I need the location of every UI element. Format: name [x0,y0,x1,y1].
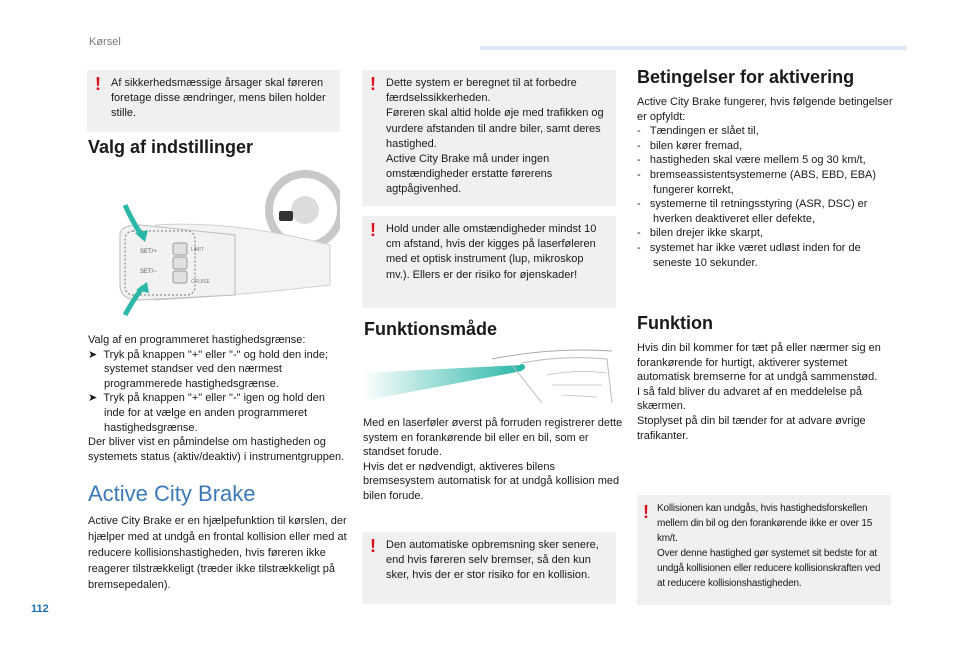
list-item: - systemet har ikke været udløst inden for de seneste 10 sekunder. [637,241,861,269]
list-item: - bilen drejer ikke skarpt, [637,227,763,240]
warning-line: Active City Brake må under ingen omstændigheder erstatte førerens agtpågivenhed. [386,153,553,196]
windscreen-outline [512,358,612,403]
header-rule [480,46,907,50]
steering-wheel-hub [291,196,319,224]
label-limit: LIMIT [191,247,204,253]
warning-box-braking [362,532,616,604]
heading-active-city-brake: Active City Brake [88,481,256,506]
function-line: Stoplyset på din bil tænder for at advare øvrige trafikanter. [637,414,866,442]
warning-icon: ! [370,536,376,556]
warning-text: Af sikkerhedsmæssige årsager skal føreren foretage disse ændringer, mens bilen holder stille. [111,77,326,120]
conditions-text [637,95,899,270]
warning-line: Over denne hastighed gør systemet sit bedste for at undgå kollisionen eller reducere kollisionskraften ved at reducere kollisionshastigheden. [657,548,881,589]
car-interior-outline [547,371,607,397]
settings-outro: Der bliver vist en påmindelse om hastigheden og systemets status (aktiv/deaktiv) i instrumentgruppen. [88,436,345,463]
page-number: 112 [31,603,49,615]
warning-box-laser [362,216,616,308]
warning-box-traffic [362,70,616,206]
windscreen-sensor-figure [362,345,617,407]
bullet-icon: ➤ [88,348,104,361]
warning-line: Føreren skal altid holde øje med trafikken og vurdere afstanden til andre biler, samt deres hastighed. [386,107,604,150]
stalk-button-plus [173,243,187,255]
stalk-button-minus [173,257,187,269]
laser-sensor-icon [519,364,525,370]
settings-list [88,348,348,436]
warning-text: Hold under alle omstændigheder mindst 10 cm afstand, hvis der kigges på laserføleren med et optisk instrument (lup, mikroskop mv.). Ellers er der risiko for øjenskader! [386,223,597,281]
list-item: - bilen kører fremad, [637,139,743,152]
settings-intro: Valg af en programmeret hastighedsgrænse: [88,334,306,346]
function-line: Hvis din bil kommer for tæt på eller nærmer sig en forankørende for hurtigt, aktiverer systemet automatisk bremserne for at undgå sammenstød. [637,342,881,384]
warning-icon: ! [95,74,101,94]
list-item: ➤ Tryk på knappen "+" eller "-" og hold den inde; systemet standser ved den nærmest programmerede hastighedsgrænse. [88,348,328,390]
label-set-minus: SET/− [140,269,157,275]
laser-beam [362,365,522,401]
warning-line: Kollisionen kan undgås, hvis hastighedsforskellen mellem din bil og den forankørende ikke er over 15 km/t. [657,503,873,544]
list-item: - bremseassistentsystemerne (ABS, EBD, EBA) fungerer korrekt, [637,168,877,196]
list-item: - Tændingen er slået til, [637,125,759,138]
warning-box-speed-difference [637,495,891,605]
warning-icon: ! [643,502,649,522]
stalk-light-icon [279,211,293,221]
label-set-plus: SET/+ [140,249,157,255]
label-cruise: CRUISE [191,279,210,285]
list-item: ➤ Tryk på knappen "+" eller "-" igen og hold den inde for at vælge en anden programmeret hastighedsgrænse. [88,392,325,434]
warning-text: Den automatiske opbremsning sker senere, end hvis føreren selv bremser, så den kun sker, hvis der er stor risiko for en kollision. [386,539,599,582]
mode-text [363,416,623,504]
warning-box-safety [87,70,340,132]
list-item: - hastigheden skal være mellem 5 og 30 km/t, [637,154,866,167]
warning-line: Dette system er beregnet til at forbedre færdselssikkerheden. [386,77,577,105]
heading-function: Funktion [637,313,713,333]
conditions-intro: Active City Brake fungerer, hvis følgende betingelser er opfyldt: [637,96,893,123]
function-line: I så fald bliver du advaret af en meddelelse på skærmen. [637,385,863,413]
heading-activation-conditions: Betingelser for aktivering [637,67,855,87]
warning-icon: ! [370,220,376,240]
list-item: - systemerne til retningsstyring (ASR, DSC) er hverken deaktiveret eller defekte, [637,198,868,225]
function-text [637,341,899,443]
bullet-icon: ➤ [88,392,104,405]
stalk-button-mode [173,271,187,283]
warning-icon: ! [370,74,376,94]
mode-line: Hvis det er nødvendigt, aktiveres bilens bremsesystem automatisk for at undgå kollision med bilen forude. [363,460,620,502]
heading-settings: Valg af indstillinger [88,137,254,157]
heading-function-mode: Funktionsmåde [364,319,498,339]
settings-text [88,333,348,464]
mode-line: Med en laserføler øverst på forruden registrerer dette system en forankørende bil eller en bil, som er standset forude. [363,417,623,459]
conditions-list [637,124,899,270]
acb-intro-text: Active City Brake er en hjælpefunktion til kørslen, der hjælper med at undgå en frontal kollision eller med at reducere kollisionshastigheden, hvis føreren ikke reagerer tilstrækkeligt (træder ikke tilstrækkeligt på bremsepedalen). [88,515,347,591]
section-label: Kørsel [89,36,121,48]
steering-wheel-stalk-figure [95,165,340,325]
